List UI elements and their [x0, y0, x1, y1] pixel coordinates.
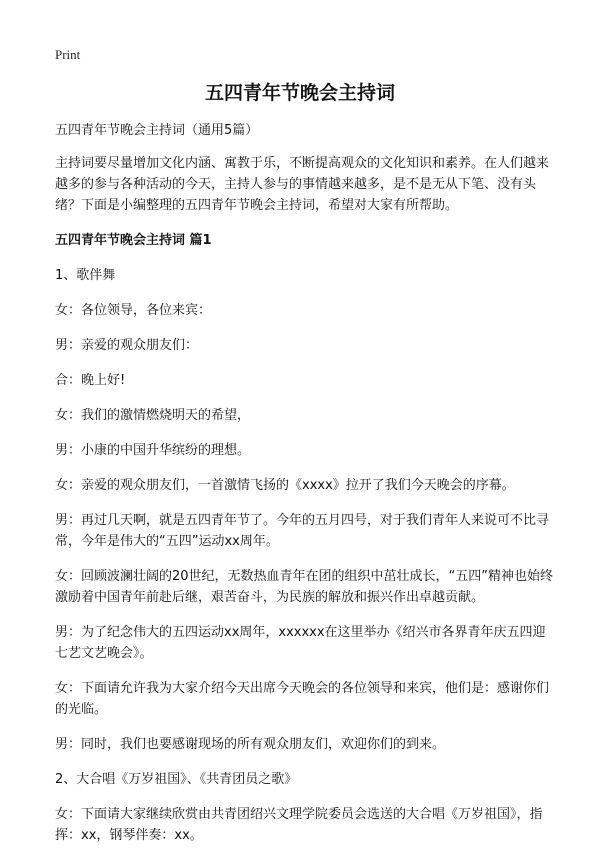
page-title: 五四青年节晚会主持词	[204, 82, 395, 104]
intro-paragraph: 主持词要尽量增加文化内涵、寓教于乐，不断提高观众的文化知识和素养。在人们越来越多的参与各种活动的今天，主持人参与的事情越来越多，是不是无从下笔、没有头绪？下面是小编整理的五四青年节晚会主持词，希望对大家有所帮助。	[55, 156, 550, 213]
script-paragraph: 女：各位领导，各位来宾：	[55, 303, 212, 318]
script-paragraph: 男：再过几天啊，就是五四青年节了。今年的五月四号，对于我们青年人来说可不比寻常，今年是伟大的“五四”运动xx周年。	[55, 513, 550, 549]
script-paragraph: 男：为了纪念伟大的五四运动xx周年，xxxxxx在这里举办《绍兴市各界青年庆五四迎七艺文艺晚会》。	[55, 625, 546, 661]
article-body	[55, 120, 555, 860]
script-paragraph: 女：亲爱的观众朋友们，一首激情飞扬的《xxxx》拉开了我们今天晚会的序幕。	[55, 478, 515, 493]
script-paragraph: 男：亲爱的观众朋友们：	[55, 338, 199, 353]
script-paragraph: 女：下面请允许我为大家介绍今天出席今天晚会的各位领导和来宾，他们是：感谢你们的光临。	[55, 681, 550, 717]
section-heading: 五四青年节晚会主持词 篇1	[55, 233, 212, 248]
script-paragraph: 女：下面请大家继续欣赏由共青团绍兴文理学院委员会选送的大合唱《万岁祖国》，指挥：xx，钢琴伴奏：xx。	[55, 807, 543, 843]
script-paragraph: 女：我们的激情燃烧明天的希望，	[55, 408, 251, 423]
script-paragraph: 2、大合唱《万岁祖国》、《共青团员之歌》	[55, 772, 298, 787]
script-paragraph: 男：同时，我们也要感谢现场的所有观众朋友们，欢迎你们的到来。	[55, 737, 446, 752]
script-paragraph: 合：晚上好!	[55, 373, 126, 388]
script-paragraph: 女：回顾波澜壮阔的20世纪，无数热血青年在团的组织中茁壮成长，“五四”精神也始终激励着中国青年前赴后继，艰苦奋斗，为民族的解放和振兴作出卓越贡献。	[55, 569, 554, 605]
article-subtitle: 五四青年节晚会主持词（通用5篇）	[55, 123, 259, 138]
print-link[interactable]: Print	[55, 47, 81, 62]
script-paragraph: 男：小康的中国升华缤纷的理想。	[55, 443, 251, 458]
script-paragraph: 1、歌伴舞	[55, 268, 116, 283]
